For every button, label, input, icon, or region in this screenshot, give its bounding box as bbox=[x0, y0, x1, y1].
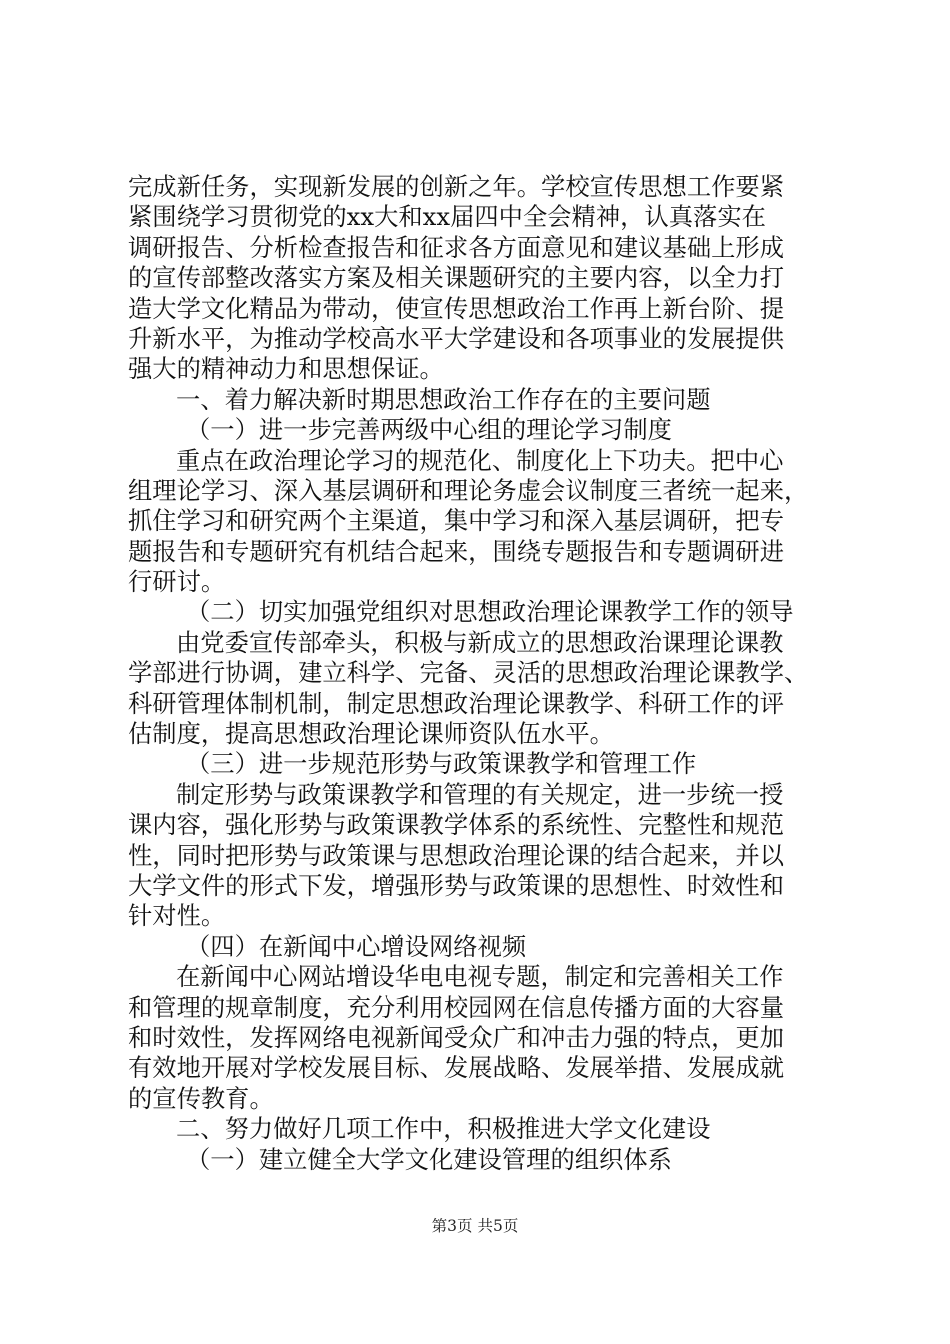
text-line: 和管理的规章制度，充分利用校园网在信息传播方面的大容量 bbox=[128, 992, 785, 1022]
text-line: 大学文件的形式下发，增强形势与政策课的思想性、时效性和 bbox=[128, 870, 785, 900]
text-line: 的宣传教育。 bbox=[128, 1083, 274, 1113]
text-line: （一）建立健全大学文化建设管理的组织体系 bbox=[186, 1144, 672, 1174]
text-line: 题报告和专题研究有机结合起来，围绕专题报告和专题调研进 bbox=[128, 536, 785, 566]
text-line: 完成新任务，实现新发展的创新之年。学校宣传思想工作要紧 bbox=[128, 172, 785, 201]
text-line: 和时效性，发挥网络电视新闻受众广和冲击力强的特点，更加 bbox=[128, 1022, 785, 1052]
text-line: （三）进一步规范形势与政策课教学和管理工作 bbox=[186, 749, 697, 779]
page-footer: 第3页 共5页 bbox=[431, 1217, 519, 1235]
text-line: 升新水平，为推动学校高水平大学建设和各项事业的发展提供 bbox=[128, 323, 785, 353]
text-line: 调研报告、分析检查报告和征求各方面意见和建议基础上形成 bbox=[128, 232, 785, 262]
text-line: 一、着力解决新时期思想政治工作存在的主要问题 bbox=[176, 384, 711, 414]
text-line: 制定形势与政策课教学和管理的有关规定，进一步统一授 bbox=[176, 779, 784, 809]
document-body bbox=[128, 172, 833, 1175]
text-line: 重点在政治理论学习的规范化、制度化上下功夫。把中心 bbox=[176, 445, 784, 475]
text-line: 有效地开展对学校发展目标、发展战略、发展举措、发展成就 bbox=[128, 1053, 785, 1083]
text-line: 组理论学习、深入基层调研和理论务虚会议制度三者统一起来， bbox=[128, 475, 809, 505]
text-line: 科研管理体制机制，制定思想政治理论课教学、科研工作的评 bbox=[128, 688, 785, 718]
text-line: 二、努力做好几项工作中，积极推进大学文化建设 bbox=[176, 1114, 711, 1144]
text-line: 行研讨。 bbox=[128, 567, 226, 597]
text-line: 造大学文化精品为带动，使宣传思想政治工作再上新台阶、提 bbox=[128, 293, 785, 323]
text-line: 强大的精神动力和思想保证。 bbox=[128, 354, 444, 384]
text-line: （二）切实加强党组织对思想政治理论课教学工作的领导 bbox=[186, 597, 794, 627]
text-line: 估制度，提高思想政治理论课师资队伍水平。 bbox=[128, 719, 614, 749]
text-line: （一）进一步完善两级中心组的理论学习制度 bbox=[186, 415, 672, 445]
text-line: 紧围绕学习贯彻党的xx大和xx届四中全会精神，认真落实在 bbox=[128, 202, 766, 232]
text-line: 课内容，强化形势与政策课教学体系的系统性、完整性和规范 bbox=[128, 810, 785, 840]
text-line: 在新闻中心网站增设华电电视专题，制定和完善相关工作 bbox=[176, 962, 784, 992]
text-line: 性，同时把形势与政策课与思想政治理论课的结合起来，并以 bbox=[128, 840, 785, 870]
text-line: 抓住学习和研究两个主渠道，集中学习和深入基层调研，把专 bbox=[128, 506, 785, 536]
text-line: 针对性。 bbox=[128, 901, 226, 931]
text-line: 由党委宣传部牵头，积极与新成立的思想政治课理论课教 bbox=[176, 627, 784, 657]
text-line: 的宣传部整改落实方案及相关课题研究的主要内容，以全力打 bbox=[128, 263, 785, 293]
text-line: 学部进行协调，建立科学、完备、灵活的思想政治理论课教学、 bbox=[128, 658, 809, 688]
text-line: （四）在新闻中心增设网络视频 bbox=[186, 931, 527, 961]
